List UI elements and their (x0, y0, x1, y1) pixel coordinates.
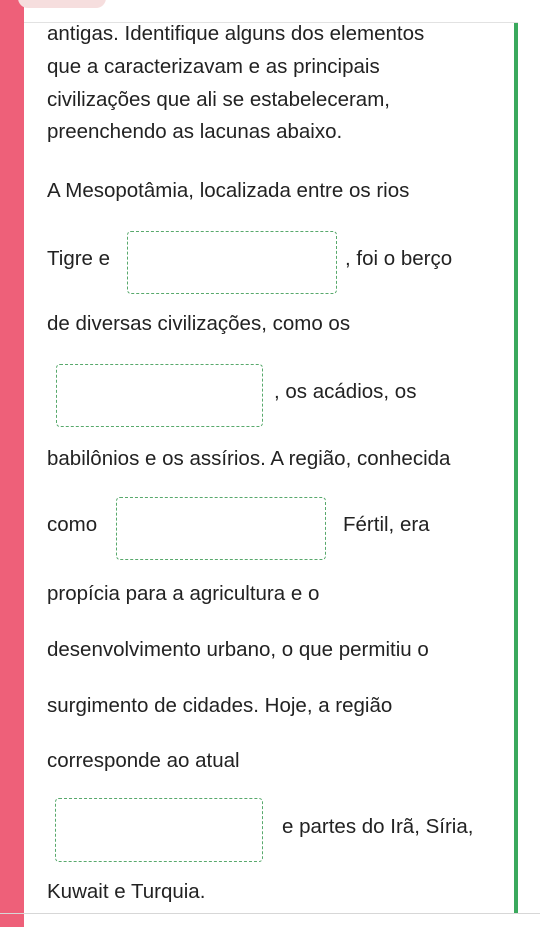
blank-country[interactable] (55, 798, 263, 862)
blank-civilization[interactable] (56, 364, 263, 427)
bottom-divider (0, 913, 540, 914)
passage-text-fertil: Fértil, era (343, 513, 430, 536)
left-accent-bar (0, 0, 24, 927)
intro-line-1: antigas. Identifique alguns dos elementos (47, 22, 425, 45)
intro-line-3: civilizações que ali se estabeleceram, (47, 88, 390, 111)
passage-line-5: babilônios e os assírios. A região, conhecida (47, 447, 451, 470)
top-tab (18, 0, 106, 8)
passage-text-berco: , foi o berço (345, 247, 453, 270)
passage-line-8: desenvolvimento urbano, o que permitiu o (47, 638, 429, 661)
passage-text-partes: e partes do Irã, Síria, (282, 815, 474, 838)
passage-text-tigre: Tigre e (47, 247, 111, 270)
passage-line-1: A Mesopotâmia, localizada entre os rios (47, 179, 410, 202)
passage-line-7: propícia para a agricultura e o (47, 582, 320, 605)
blank-crescent[interactable] (116, 497, 326, 560)
passage-line-10: corresponde ao atual (47, 749, 240, 772)
passage-text-acadios: , os acádios, os (274, 380, 417, 403)
passage-line-3: de diversas civilizações, como os (47, 312, 351, 335)
passage-line-9: surgimento de cidades. Hoje, a região (47, 694, 393, 717)
intro-line-2: que a caracterizavam e as principais (47, 55, 380, 78)
blank-river[interactable] (127, 231, 337, 294)
passage-text-como: como (47, 513, 98, 536)
passage-line-12: Kuwait e Turquia. (47, 880, 206, 903)
right-accent-bar (514, 23, 518, 913)
intro-line-4: preenchendo as lacunas abaixo. (47, 120, 343, 143)
